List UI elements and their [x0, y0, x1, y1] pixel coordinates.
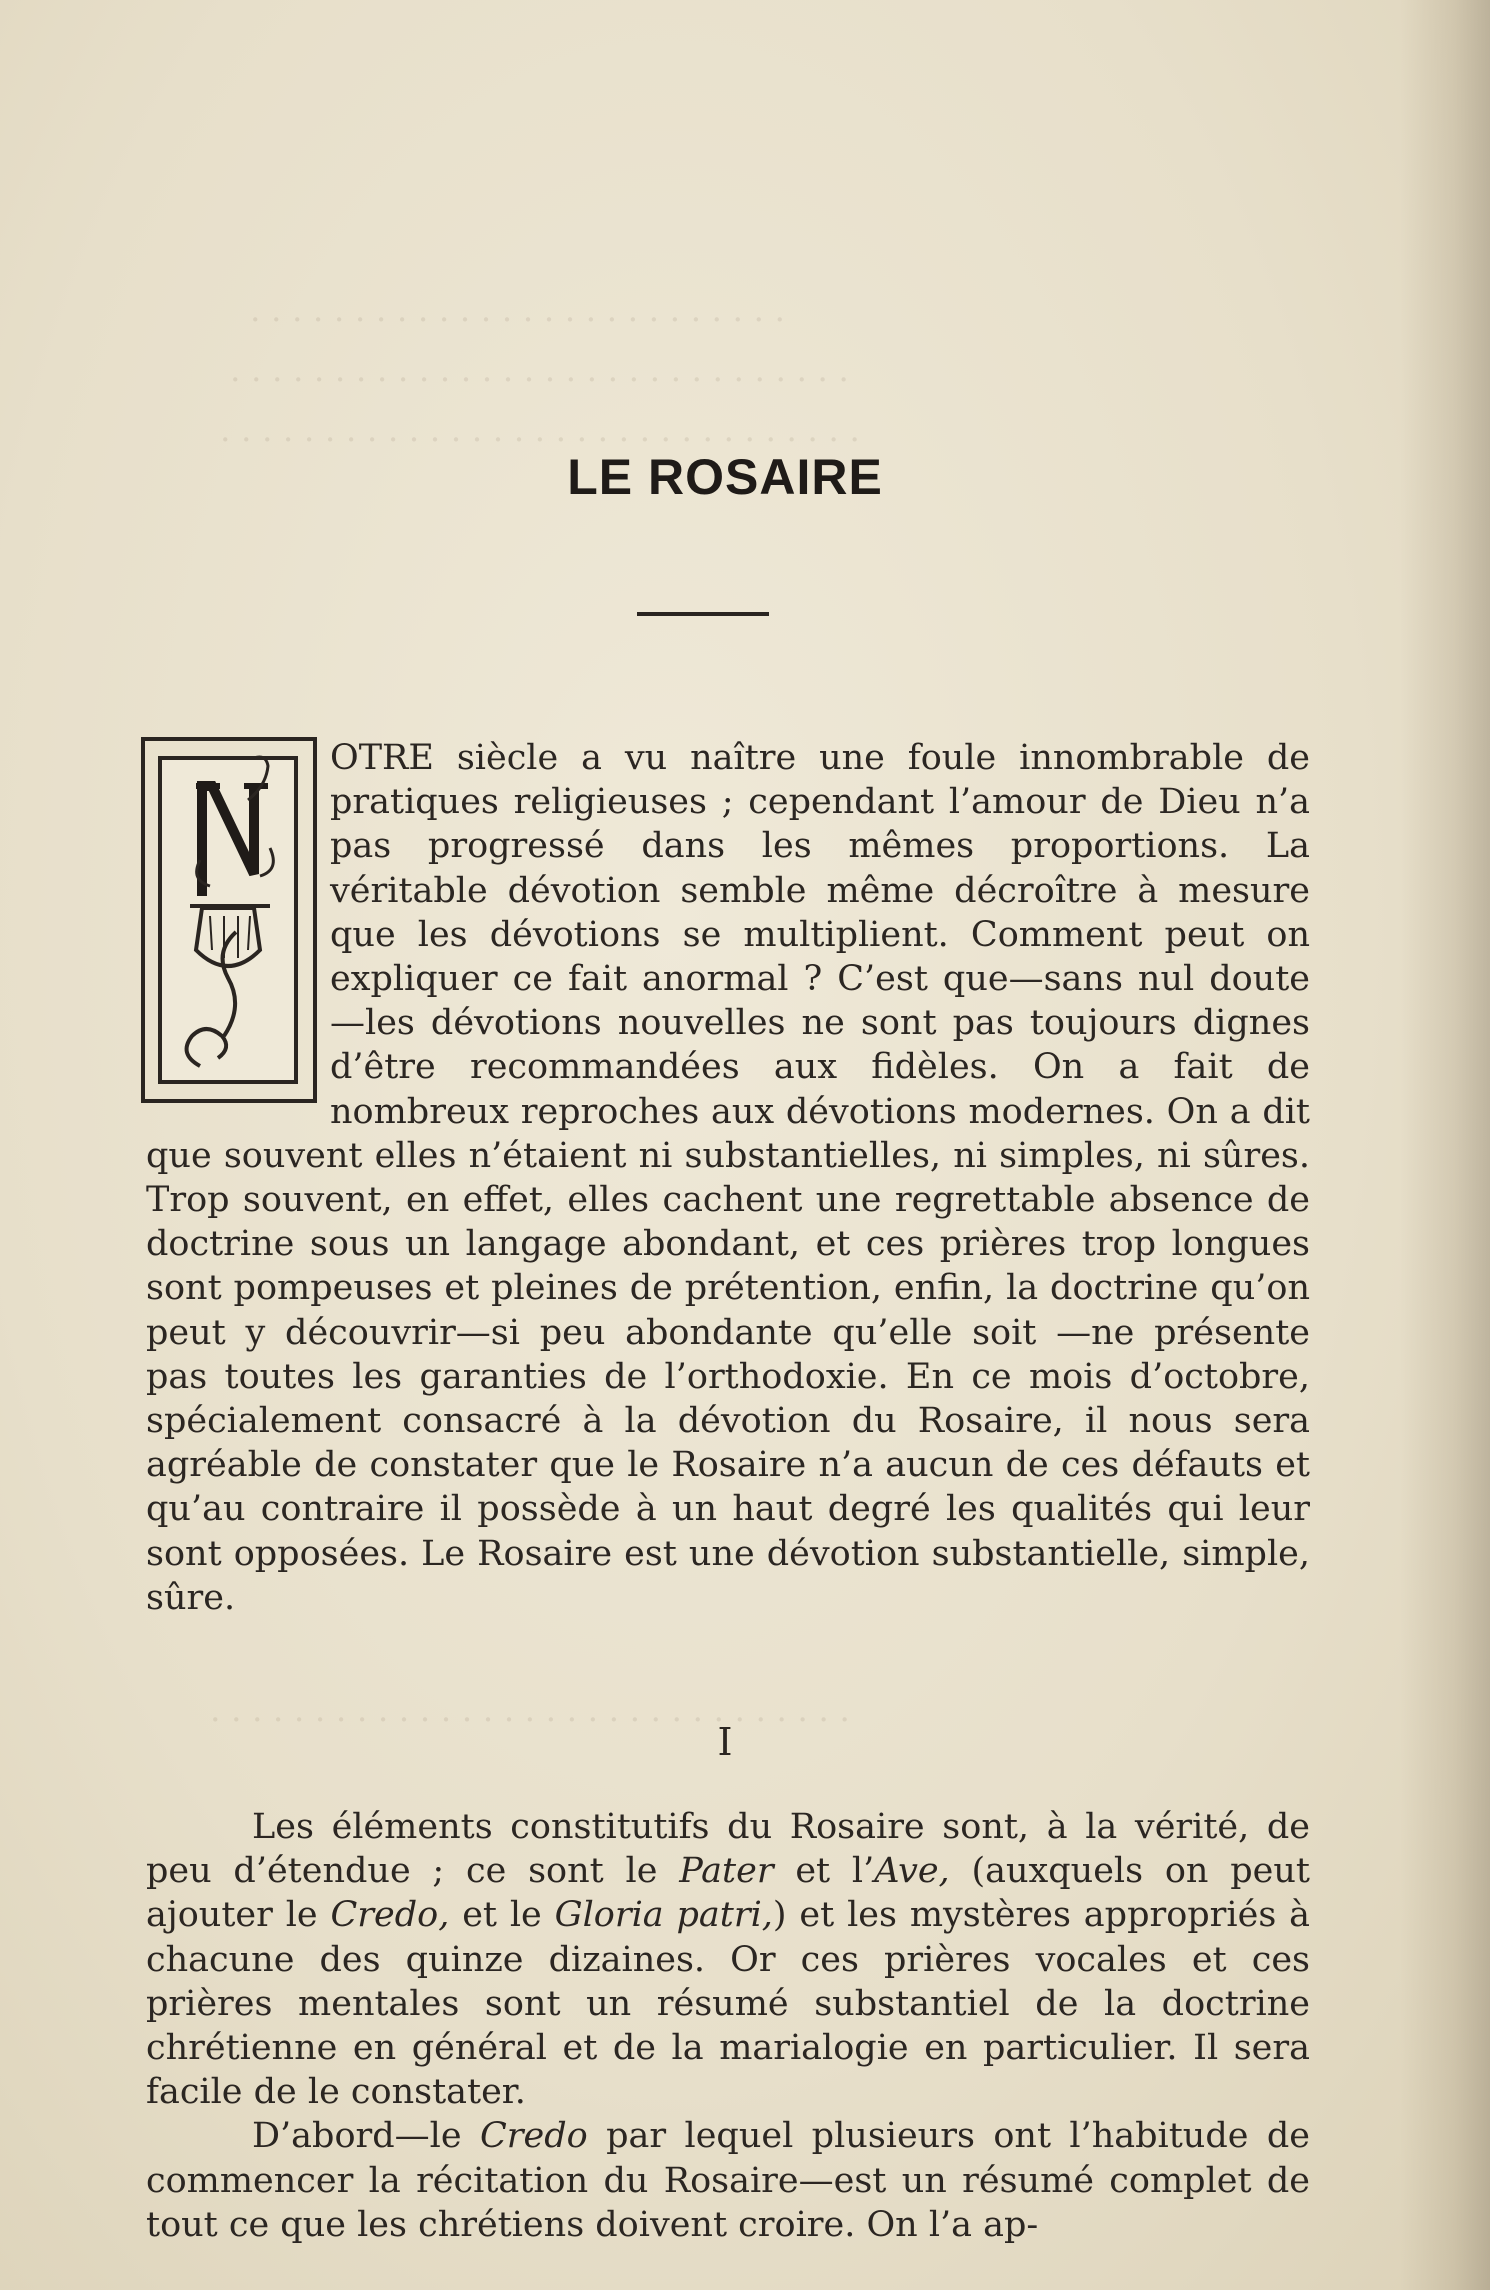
- page-edge-shadow: [1400, 0, 1490, 2290]
- ornamental-initial-n-icon: [140, 736, 318, 1104]
- drop-cap: [140, 736, 318, 1104]
- bleed-through-text: . . . . . . . . . . . . . . . . . . . . . . . . . . . . . . .: [220, 410, 860, 449]
- paragraph-elements: Les éléments constitutifs du Rosaire sont, à la vérité, de peu d’étendue ; ce sont le Pater et l’Ave, (auxquels on peut ajouter le Credo, et le Gloria patri,) et les mystères appropriés à chacune des quinze dizaines. Or ces prières vocales et ces prières mentales sont un résumé substantiel de la doctrine chrétienne en général et de la marialogie en particulier. Il sera facile de le constater.: [146, 1807, 1311, 2113]
- page-title: LE ROSAIRE: [567, 449, 883, 505]
- section-number: I: [717, 1720, 733, 1764]
- body-text: [146, 1805, 1310, 2247]
- paragraph-credo: D’abord—le Credo par lequel plusieurs ont l’habitude de commencer la récitation du Rosaire—est un résumé complet de tout ce que les chrétiens doivent croire. On l’a ap-: [146, 2116, 1310, 2245]
- title-divider: [637, 612, 769, 616]
- bleed-through-text: . . . . . . . . . . . . . . . . . . . . . . . . . .: [250, 290, 785, 329]
- opening-paragraph: [146, 736, 1310, 1620]
- paragraph-text: OTRE siècle a vu naître une foule innombrable de pratiques religieuses ; cependant l’amour de Dieu n’a pas progressé dans les mêmes proportions. La véritable dévotion semble même décroître à mesure que les dévotions se multiplient. Comment peut on expliquer ce fait anormal ? C’est que—sans nul doute—les dévotions nouvelles ne sont pas toujours dignes d’être recommandées aux fidèles. On a fait de nombreux reproches aux dévotions modernes. On a dit que souvent elles n’étaient ni substantielles, ni simples, ni sûres. Trop souvent, en effet, elles cachent une regrettable absence de doctrine sous un langage abondant, et ces prières trop longues sont pompeuses et pleines de prétention, enfin, la doctrine qu’on peut y découvrir—si peu abondante qu’elle soit —ne présente pas toutes les garanties de l’orthodoxie. En ce mois d’octobre, spécialement consacré à la dévotion du Rosaire, il nous sera agréable de constater que le Rosaire n’a aucun de ces défauts et qu’au contraire il possède à un haut degré les qualités qui leur sont opposées. Le Rosaire est une dévotion substantielle, simple, sûre.: [146, 738, 1310, 1618]
- bleed-through-text: . . . . . . . . . . . . . . . . . . . . . . . . . . . . . .: [230, 350, 849, 389]
- bleed-through-text: . . . . . . . . . . . . . . . . . . . . . . . . . . . . . . .: [210, 1690, 850, 1729]
